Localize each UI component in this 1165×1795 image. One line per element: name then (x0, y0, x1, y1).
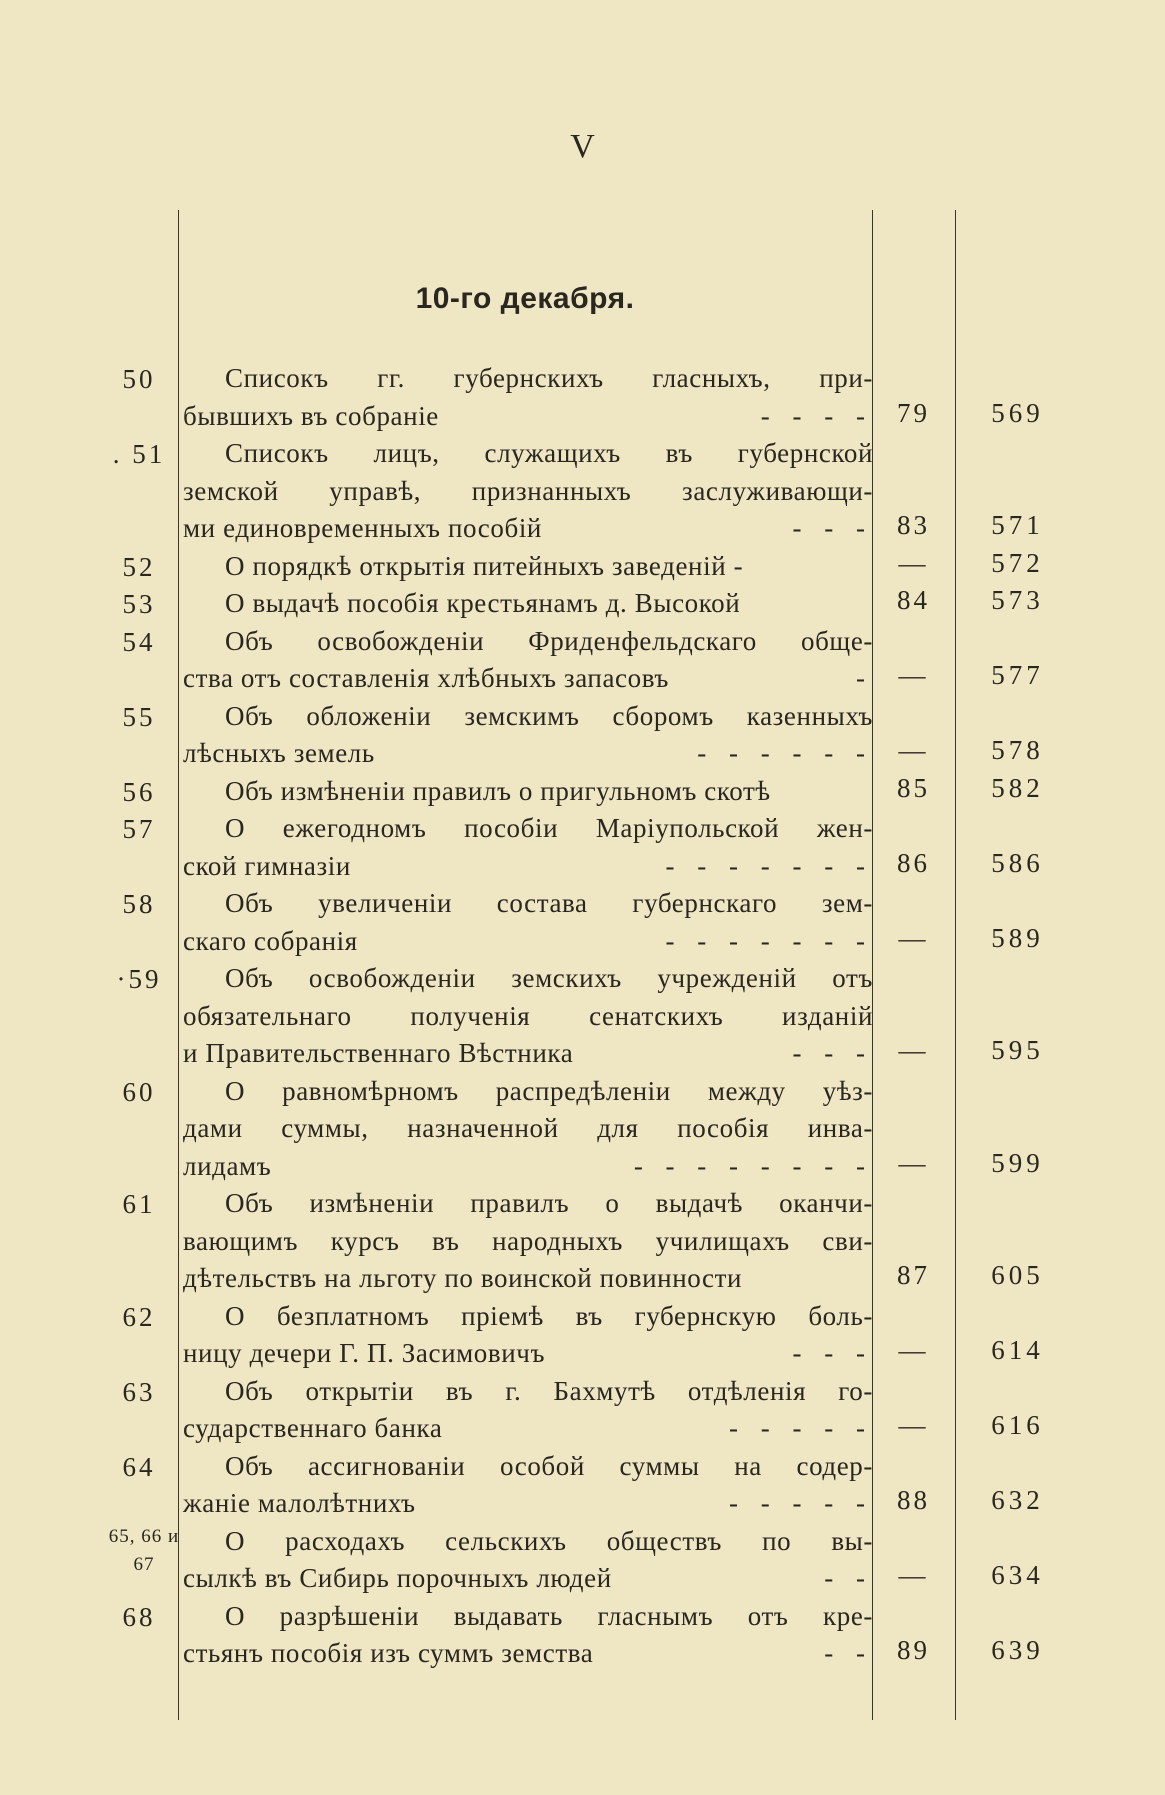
entry-title-line: ницу дечери Г. П. Засимовичъ (183, 1338, 546, 1368)
leader-dashes: - - (824, 1638, 873, 1668)
entry-title-line: Объ освобожденіи Фриденфельдскаго обще- (225, 625, 873, 656)
entry-number: 68 (122, 1601, 156, 1632)
entry-number: ·59 (116, 964, 162, 994)
protocol-page: — (898, 735, 929, 765)
entry-title (183, 1523, 873, 1598)
leader-dashes: - - - - - - - (665, 925, 873, 956)
entry-title-line: О разрѣшеніи выдавать гласнымъ отъ кре- (225, 1600, 873, 1631)
leader-dashes: - - - - - (729, 1413, 873, 1443)
toc-entry (0, 623, 1165, 698)
protocol-page: — (898, 547, 929, 578)
entry-title (183, 1298, 873, 1373)
appendix-page: 639 (991, 1635, 1044, 1665)
entry-title-line: земской управѣ, признанныхъ заслуживающи- (183, 475, 873, 506)
entry-title-line: Объ освобожденіи земскихъ учрежденій отъ (225, 963, 873, 993)
entry-title-line: лидамъ (183, 1150, 272, 1181)
entry-title-line: ства отъ составленія хлѣбныхъ запасовъ (183, 663, 669, 693)
toc-entry (0, 810, 1165, 885)
entry-number: 55 (122, 701, 156, 732)
entry-number: 57 (122, 814, 156, 844)
entry-title-line: ской гимназіи (183, 850, 351, 881)
appendix-page: 569 (991, 397, 1044, 428)
entry-title-line: Объ увеличеніи состава губернскаго зем- (225, 888, 873, 918)
entry-title-line: жаніе малолѣтнихъ (183, 1488, 416, 1518)
toc-entry (0, 960, 1165, 1073)
appendix-page: 599 (991, 1147, 1044, 1178)
toc-entry (0, 435, 1165, 548)
protocol-page: 86 (897, 847, 930, 878)
entry-number: 64 (122, 1451, 156, 1482)
entry-title-line: Списокъ лицъ, служащихъ въ губернской (225, 438, 873, 468)
entry-title (183, 623, 873, 698)
protocol-page: 84 (897, 585, 930, 615)
entry-title (183, 885, 873, 960)
date-heading: 10-го декабря. (415, 282, 635, 315)
protocol-page: 85 (897, 772, 930, 803)
entry-number: 50 (122, 364, 156, 394)
entry-title-line: Объ измѣненіи правилъ о выдачѣ оканчи- (225, 1188, 873, 1218)
entry-title-line: О безплатномъ пріемѣ въ губернскую боль- (225, 1300, 873, 1331)
protocol-page: — (898, 1147, 929, 1178)
entry-title-line: и Правительственнаго Вѣстника (183, 1038, 574, 1068)
entry-title-line: Объ ассигнованіи особой суммы на содер- (225, 1450, 873, 1481)
entry-title-line: бывшихъ въ собраніе (183, 400, 439, 431)
toc-entry (0, 1448, 1165, 1523)
toc-entry (0, 1298, 1165, 1373)
leader-dashes: - - - - - - - (665, 850, 873, 881)
entry-number: 53 (122, 589, 156, 619)
protocol-page: 89 (897, 1635, 930, 1665)
appendix-page: 577 (991, 660, 1044, 690)
protocol-page: 87 (897, 1260, 930, 1290)
entry-title (183, 1598, 873, 1673)
entry-title (183, 1373, 873, 1448)
entry-title-line: О порядкѣ открытія питейныхъ заведеній - (225, 550, 744, 581)
entry-title-line: О равномѣрномъ распредѣленіи между уѣз- (225, 1075, 873, 1106)
entry-title-line: сылкѣ въ Сибирь порочныхъ людей (183, 1563, 612, 1593)
appendix-page: 578 (991, 735, 1044, 765)
entry-title-line: Объ измѣненіи правилъ о пригульномъ скотѣ (225, 775, 771, 806)
leader-dashes: - - - (792, 1338, 873, 1368)
entry-title-line: Списокъ гг. губернскихъ гласныхъ, при- (225, 363, 873, 393)
protocol-page: — (898, 922, 929, 953)
leader-dashes: - - - - - (729, 1488, 873, 1518)
entry-title (183, 360, 873, 435)
protocol-page: 83 (897, 510, 930, 540)
appendix-page: 605 (991, 1260, 1044, 1290)
appendix-page: 582 (991, 772, 1044, 803)
entry-title-line: сударственнаго банка (183, 1413, 443, 1443)
protocol-page: — (898, 1035, 929, 1065)
entry-title-line: ми единовременныхъ пособій (183, 513, 542, 543)
toc-entry (0, 1185, 1165, 1298)
appendix-page: 573 (991, 585, 1044, 615)
protocol-page: 79 (897, 397, 930, 428)
toc-entry (0, 773, 1165, 811)
entry-title-line: О выдачѣ пособія крестьянамъ д. Высокой (225, 588, 741, 618)
entry-title-line: О ежегодномъ пособіи Маріупольской жен- (225, 813, 873, 843)
entry-number: 58 (122, 889, 156, 919)
entry-title-line: обязательнаго полученія сенатскихъ изданій (183, 1000, 873, 1031)
appendix-page: 572 (991, 547, 1044, 578)
entry-title-line: лѣсныхъ земель (183, 738, 375, 768)
appendix-page: 586 (991, 847, 1044, 878)
toc-entry (0, 548, 1165, 586)
leader-dashes: - - - - - - - - (633, 1150, 873, 1181)
leader-dashes: - - - (792, 513, 873, 543)
appendix-page: 616 (991, 1410, 1044, 1440)
entry-title (183, 698, 873, 773)
entry-title (183, 810, 873, 885)
entry-title (183, 435, 873, 548)
toc-entry (0, 885, 1165, 960)
leader-dashes: - - - - (760, 400, 873, 431)
appendix-page: 589 (991, 922, 1044, 953)
entry-number: 52 (122, 551, 156, 582)
entry-number: 65, 66 и 67 (108, 1525, 180, 1575)
entry-number: 56 (122, 776, 156, 807)
protocol-page: — (898, 1335, 929, 1365)
entry-title-line: Объ обложеніи земскимъ сборомъ казенныхъ (225, 700, 873, 731)
entry-number: 54 (122, 626, 156, 657)
entry-title-line: дѣтельствъ на льготу по воинской повинности (183, 1263, 743, 1293)
leader-dashes: - - (824, 1563, 873, 1593)
leader-dashes: - (856, 663, 873, 693)
appendix-page: 595 (991, 1035, 1044, 1065)
entry-title-line: вающимъ курсъ въ народныхъ училищахъ сви- (183, 1225, 873, 1256)
entry-number: 61 (122, 1189, 156, 1219)
toc-entry (0, 1598, 1165, 1673)
appendix-page: 571 (991, 510, 1044, 540)
entry-title-line: стьянъ пособія изъ суммъ земства (183, 1638, 594, 1668)
appendix-page: 614 (991, 1335, 1044, 1365)
protocol-page: 88 (897, 1485, 930, 1515)
toc-entry (0, 585, 1165, 623)
entry-title (183, 1185, 873, 1298)
entry-title-line: дами суммы, назначенной для пособія инва- (183, 1113, 873, 1143)
entry-title-line: скаго собранія (183, 925, 358, 956)
protocol-page: — (898, 660, 929, 690)
entry-title (183, 548, 873, 586)
page-number: V (570, 128, 595, 165)
protocol-page: — (898, 1560, 929, 1590)
toc-entry (0, 1373, 1165, 1448)
toc-entry (0, 1523, 1165, 1598)
entry-title (183, 960, 873, 1073)
entry-title (183, 1073, 873, 1186)
leader-dashes: - - - - - - (697, 738, 873, 768)
entry-number: 62 (122, 1301, 156, 1332)
entry-number: 60 (122, 1076, 156, 1107)
entry-title-line: О расходахъ сельскихъ обществъ по вы- (225, 1525, 873, 1556)
entry-number: 63 (122, 1376, 156, 1407)
entry-title (183, 1448, 873, 1523)
protocol-page: — (898, 1410, 929, 1440)
leader-dashes: - - - (792, 1038, 873, 1068)
entry-title (183, 773, 873, 811)
entry-number: . 51 (112, 439, 166, 469)
toc-entry (0, 1073, 1165, 1186)
entry-title (183, 585, 873, 623)
toc-entry (0, 698, 1165, 773)
appendix-page: 634 (991, 1560, 1044, 1590)
appendix-page: 632 (991, 1485, 1044, 1515)
entry-title-line: Объ открытіи въ г. Бахмутѣ отдѣленія го- (225, 1375, 873, 1406)
toc-entry (0, 360, 1165, 435)
